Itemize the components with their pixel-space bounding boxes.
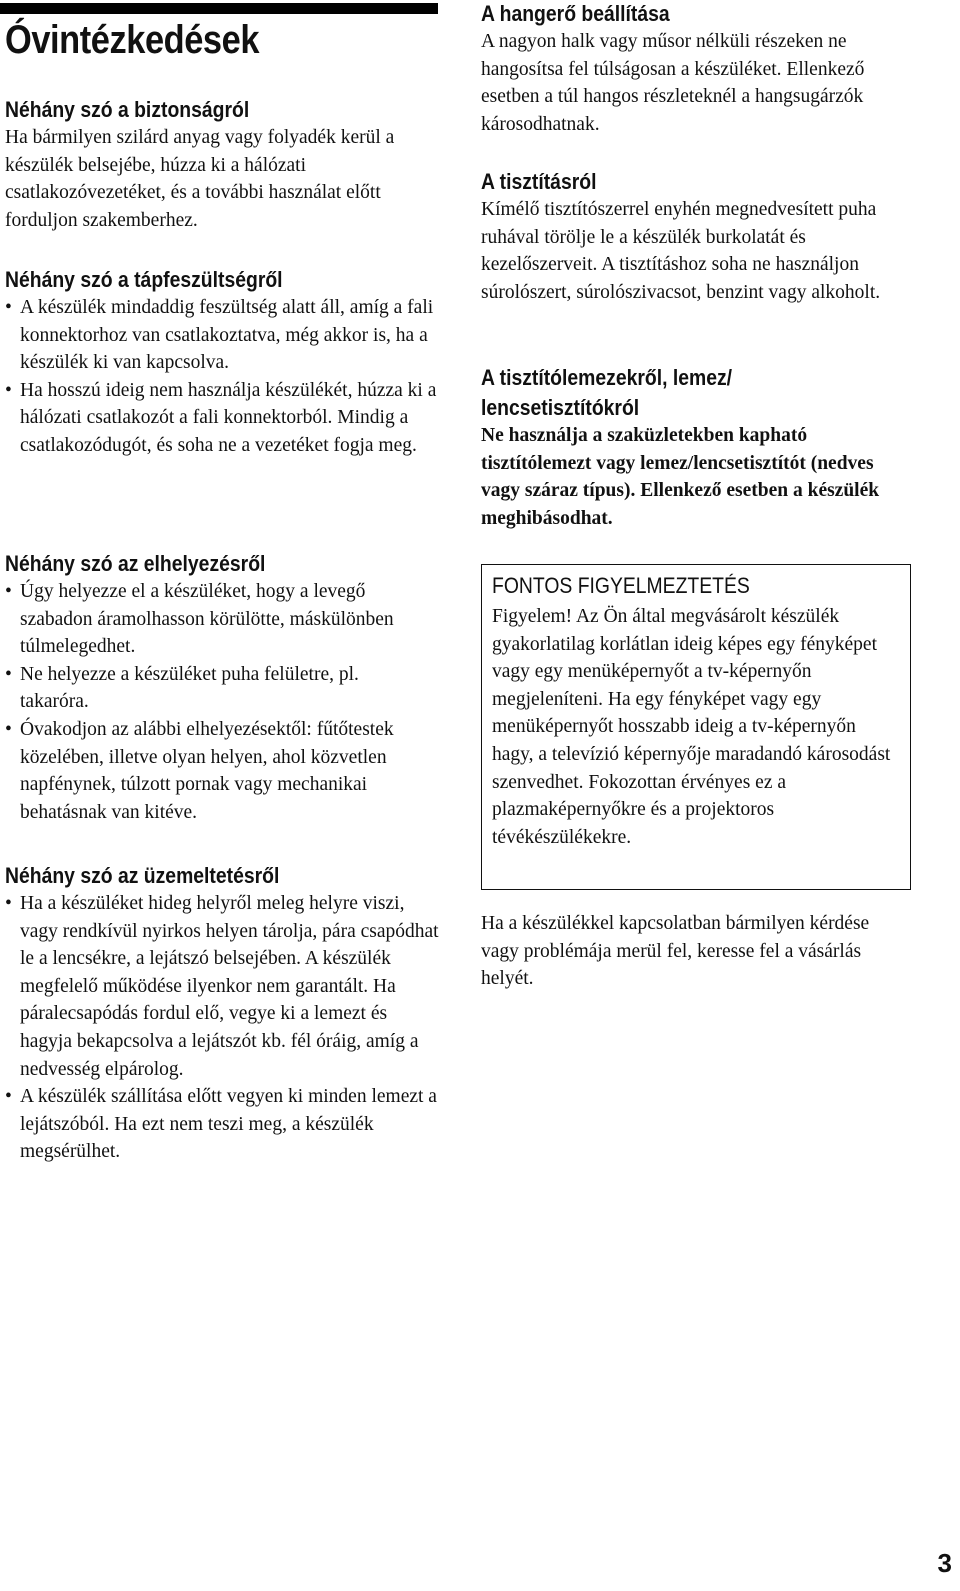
section-cleaning-discs: [481, 364, 921, 532]
section-heading: lencsetisztítókról: [481, 395, 640, 420]
bullet-list: [5, 578, 430, 826]
section-text: Ne használja a szaküzletekben kapható tisztítólemezt vagy lemez/lencsetisztítót (nedves vagy száraz típus). Ellenkező esetben a készülék meghibásodhat.: [481, 425, 880, 529]
section-heading: Néhány szó az elhelyezésről: [5, 551, 266, 576]
page-number: 3: [937, 1548, 952, 1578]
bullet-list: [5, 294, 437, 460]
section-power: [5, 266, 445, 460]
section-text: A nagyon halk vagy műsor nélküli részeken ne hangosítsa fel túlságosan a készüléket. Ellenkező esetben a túl hangos részleteknél a hangsugárzók károsodhatnak.: [481, 31, 865, 135]
list-item: • A készülék mindaddig feszültség alatt áll, amíg a fali konnektorhoz van csatlakoztatva, még akkor is, ha a készülék ki van kapcsolva.: [5, 297, 434, 374]
list-item: • Ne helyezze a készüléket puha felületre, pl. takaróra.: [5, 663, 359, 713]
section-text: Ha bármilyen szilárd anyag vagy folyadék kerül a készülék belsejébe, húzza ki a hálózati csatlakozóvezetéket, és a további használat előtt forduljon szakemberhez.: [5, 127, 395, 231]
section-heading: A tisztítólemezekről, lemez/: [481, 365, 733, 390]
section-safety: [5, 96, 445, 234]
list-item: • Ha a készüléket hideg helyről meleg helyre viszi, vagy rendkívül nyirkos helyen tárolja, pára csapódhat le a lencsékre, a lejátszó belsejében. A készülék megfelelő működése ilyenkor nem garantált. Ha páralecsapódás fordul elő, vegye ki a lemezt és hagyja bekapcsolva a lejátszót kb. fél óráig, amíg a nedvesség elpárolog.: [5, 893, 439, 1080]
section-heading: Néhány szó az üzemeltetésről: [5, 863, 280, 888]
section-text: Kímélő tisztítószerrel enyhén megnedvesített puha ruhával törölje le a készülék burkolatát és kezelőszerveit. A tisztításhoz soha ne használjon súrolószert, súrolószivacsot, benzint vagy alkoholt.: [481, 199, 881, 303]
top-rule: [0, 3, 438, 14]
section-heading: A tisztításról: [481, 169, 597, 194]
section-heading: A hangerő beállítása: [481, 1, 670, 26]
section-heading: Néhány szó a biztonságról: [5, 97, 250, 122]
bullet-list: [5, 890, 440, 1166]
page-title: Óvintézkedések: [5, 18, 260, 62]
section-heading: Néhány szó a tápfeszültségről: [5, 267, 283, 292]
section-cleaning: [481, 168, 921, 306]
warning-text: Figyelem! Az Ön által megvásárolt készülék gyakorlatilag korlátlan ideig képes egy fényképet vagy egy menüképernyőt a tv-képernyőn megjeleníteni. Ha egy fényképet vagy egy menüképernyőt hosszabb ideig a tv-képernyőn hagy, a televízió képernyője maradandó károsodást szenvedhet. Fokozottan érvényes ez a plazmaképernyőkre és a projektoros tévékészülékekre.: [492, 606, 891, 848]
list-item: • Úgy helyezze el a készüléket, hogy a levegő szabadon áramolhasson körülötte, máskülönben túlmelegedhet.: [5, 581, 394, 658]
warning-title: FONTOS FIGYELMEZTETÉS: [492, 573, 750, 598]
section-placement: [5, 550, 445, 826]
section-volume: [481, 0, 921, 138]
section-contact: [481, 910, 921, 993]
list-item: • Óvakodjon az alábbi elhelyezésektől: fűtőtestek közelében, illetve olyan helyen, ahol közvetlen napfénynek, túlzott pornak vagy mechanikai behatásnak van kitéve.: [5, 718, 394, 823]
list-item: • A készülék szállítása előtt vegyen ki minden lemezt a lejátszóból. Ha ezt nem teszi meg, a készülék megsérülhet.: [5, 1086, 437, 1163]
list-item: • Ha hosszú ideig nem használja készülékét, húzza ki a hálózati csatlakozót a fali konnektorból. Mindig a csatlakozódugót, és soha ne a vezetéket fogja meg.: [5, 379, 437, 456]
important-warning-box: [481, 564, 911, 890]
section-operation: [5, 862, 445, 1166]
section-text: Ha a készülékkel kapcsolatban bármilyen kérdése vagy problémája merül fel, keresse fel a vásárlás helyét.: [481, 913, 870, 990]
